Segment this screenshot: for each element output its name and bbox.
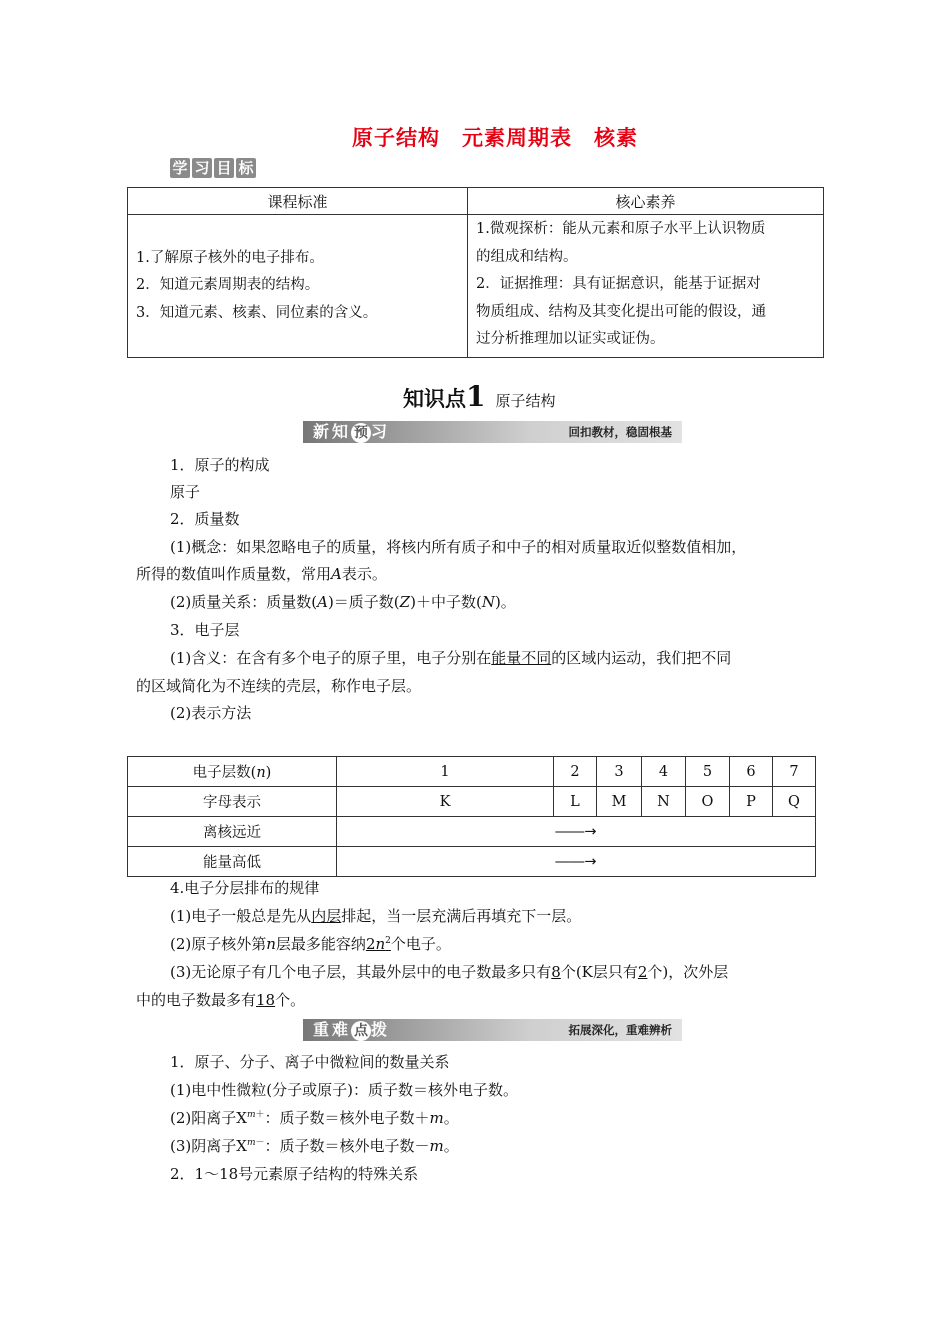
literacy-line: 2．证据推理：具有证据意识，能基于证据对 — [476, 276, 761, 292]
relation-line: (1)电中性微粒(分子或原子)：质子数＝核外电子数。 — [170, 1081, 518, 1099]
page-title: 原子结构 元素周期表 核素 — [352, 125, 638, 150]
literacy-line: 过分析推理加以证实或证伪。 — [476, 331, 665, 347]
shell-letter: N — [642, 787, 686, 817]
shell-number: 3 — [597, 757, 642, 787]
banner-title: 重难 点 拨 — [313, 1020, 391, 1039]
rule-line: (2)原子核外第n层最多能容纳$2n^2$个电子。 — [170, 935, 451, 953]
banner-subtitle: 拓展深化，重难辨析 — [568, 1023, 672, 1037]
knowledge-point-heading — [403, 380, 556, 413]
shell-number: 7 — [773, 757, 816, 787]
course-standard-cell — [128, 215, 468, 358]
paragraph-line: 的区域简化为不连续的壳层，称作电子层。 — [136, 677, 422, 695]
mass-relation: (2)质量关系：质量数(A)＝质子数(Z)＋中子数(N)。 — [170, 593, 516, 611]
shell-number: 5 — [686, 757, 730, 787]
rule-line: (1)电子一般总是先从内层排起，当一层充满后再填充下一层。 — [170, 907, 582, 925]
preview-banner — [303, 421, 682, 443]
badge-char: 标 — [236, 158, 256, 178]
paragraph-line: (1)概念：如果忽略电子的质量，将核内所有质子和中子的相对质量取近似整数值相加， — [170, 538, 747, 556]
shell-number: 2 — [554, 757, 597, 787]
knowledge-point-number: 1 — [466, 380, 486, 413]
section-heading: 1．原子的构成 — [170, 456, 270, 474]
shell-letter: P — [730, 787, 773, 817]
shell-number: 1 — [337, 757, 554, 787]
rule-line: (3)无论原子有几个电子层，其最外层中的电子数最多只有8个(K层只有2个)，次外层 — [170, 963, 729, 981]
shell-row-label: 离核远近 — [128, 817, 337, 847]
shell-row-label: 字母表示 — [128, 787, 337, 817]
section-heading: 3．电子层 — [170, 621, 240, 639]
atom-word: 原子 — [170, 483, 201, 501]
badge-char: 目 — [214, 158, 234, 178]
core-literacy-cell — [468, 215, 824, 358]
paragraph-line: (1)含义：在含有多个电子的原子里，电子分别在能量不同的区域内运动，我们把不同 — [170, 649, 732, 667]
knowledge-point-topic: 原子结构 — [495, 392, 556, 410]
standard-line: 1.了解原子核外的电子排布。 — [136, 249, 324, 266]
shell-row-label: 电子层数(n) — [128, 757, 337, 787]
circle-char: 点 — [351, 1021, 371, 1041]
literacy-line: 物质组成、结构及其变化提出可能的假设，通 — [476, 303, 766, 320]
badge-char: 习 — [192, 158, 212, 178]
literacy-line: 1.微观探析：能从元素和原子水平上认识物质 — [476, 221, 766, 237]
shell-letter: L — [554, 787, 597, 817]
banner-title: 新知 预 习 — [313, 422, 391, 441]
shell-row-label: 能量高低 — [128, 847, 337, 877]
shell-letter: O — [686, 787, 730, 817]
paragraph-line: (2)表示方法 — [170, 704, 252, 722]
course-standard-header: 课程标准 — [128, 188, 468, 215]
circle-char: 预 — [351, 423, 371, 443]
standard-line: 2．知道元素周期表的结构。 — [136, 277, 320, 294]
distance-arrow: ――→ — [337, 817, 816, 847]
shell-letter: K — [337, 787, 554, 817]
shell-letter: Q — [773, 787, 816, 817]
energy-arrow: ――→ — [337, 847, 816, 877]
knowledge-point-label: 知识点 — [403, 387, 466, 411]
section-heading: 2．质量数 — [170, 510, 240, 528]
relation-line: (3)阴离子$X^{m-}$：质子数＝核外电子数－m。 — [170, 1137, 459, 1155]
shell-letter: M — [597, 787, 642, 817]
section-heading: 1．原子、分子、离子中微粒间的数量关系 — [170, 1053, 450, 1071]
badge-char: 学 — [170, 158, 190, 178]
shell-number: 4 — [642, 757, 686, 787]
section-heading: 2．1～18号元素原子结构的特殊关系 — [170, 1165, 419, 1183]
relation-line: (2)阳离子$X^{m+}$：质子数＝核外电子数＋m。 — [170, 1109, 459, 1127]
banner-subtitle: 回扣教材，稳固根基 — [568, 425, 672, 439]
core-literacy-header: 核心素养 — [468, 188, 824, 215]
standard-line: 3．知道元素、核素、同位素的含义。 — [136, 304, 378, 321]
paragraph-line: 所得的数值叫作质量数，常用A表示。 — [136, 565, 387, 583]
rule-line: 中的电子数最多有18个。 — [136, 991, 306, 1009]
learning-goals-badge — [170, 158, 258, 178]
electron-shell-table — [127, 756, 816, 877]
goals-table — [127, 187, 824, 358]
shell-number: 6 — [730, 757, 773, 787]
section-heading: 4.电子分层排布的规律 — [170, 879, 320, 897]
key-points-banner — [303, 1019, 682, 1041]
literacy-line: 的组成和结构。 — [476, 248, 578, 265]
